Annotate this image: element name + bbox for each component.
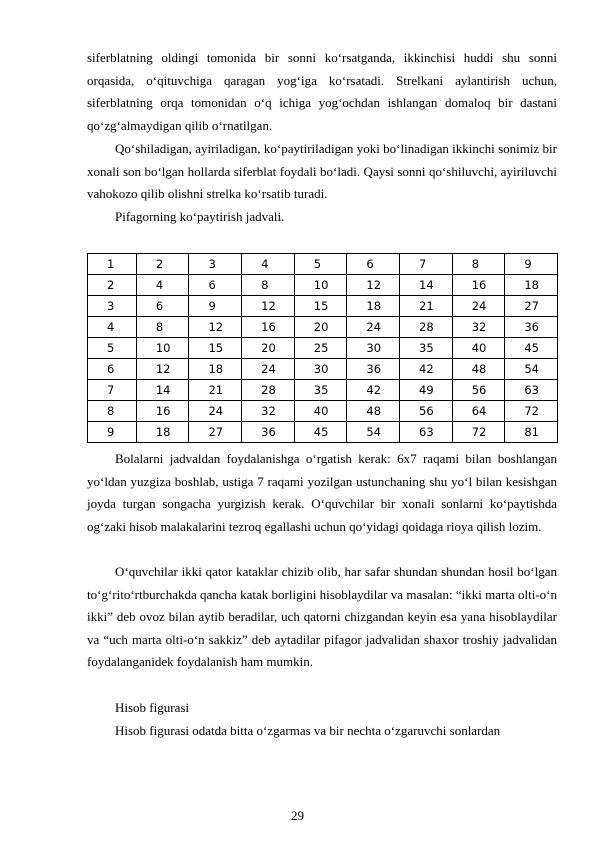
table-cell: 4	[242, 254, 295, 275]
table-cell: 21	[400, 296, 453, 317]
page-number: 29	[291, 808, 304, 823]
table-cell: 63	[400, 422, 453, 443]
table-cell: 24	[347, 317, 400, 338]
paragraph-siferblat-usage: Qo‘shiladigan, ayiriladigan, ko‘paytiriladigan yoki bo‘linadigan ikkinchi sonimiz bir xonali son bo‘lgan hollarda siferblat foydali bo‘ladi. Qaysi sonni qo‘shiluvchi, ayiriluvchi vahokozo qilib olishni strelka ko‘rsatib turadi.	[87, 141, 557, 202]
table-cell: 48	[452, 359, 505, 380]
table-cell: 24	[189, 401, 242, 422]
table-cell: 63	[505, 380, 558, 401]
table-cell: 30	[347, 338, 400, 359]
paragraph-siferblat: siferblatning oldingi tomonida bir sonni ko‘rsatganda, ikkinchisi huddi shu sonni orqasida, o‘qituvchiga qaragan yog‘iga ko‘rsatadi. Strelkani aylantirish uchun, siferblatning orqa tomonidan o‘q ichiga yog‘ochdan ishlangan domaloq bir dastani qo‘zg‘almaydigan qilib o‘rnatilgan.	[87, 50, 557, 133]
table-cell: 2	[88, 275, 137, 296]
table-cell: 9	[189, 296, 242, 317]
table-cell: 7	[400, 254, 453, 275]
table-cell: 36	[347, 359, 400, 380]
table-cell: 28	[242, 380, 295, 401]
table-cell: 3	[88, 296, 137, 317]
table-cell: 30	[294, 359, 347, 380]
table-cell: 12	[136, 359, 189, 380]
table-cell: 18	[136, 422, 189, 443]
table-cell: 8	[88, 401, 137, 422]
table-cell: 7	[88, 380, 137, 401]
table-cell: 16	[452, 275, 505, 296]
table-cell: 27	[189, 422, 242, 443]
paragraph-table-usage: Bolalarni jadvaldan foydalanishga o‘rgatish kerak: 6x7 raqami bilan boshlangan yo‘ldan yuzgiza boshlab, ustiga 7 raqami yozilgan ustunchaning shu yo‘l bilan kesishgan joyda turgan songacha yurgizish kerak. O‘quvchilar bir xonali sonlarni ko‘paytishda og‘zaki hisob malakalarini tezroq egallashi uchun qo‘yidagi qoidaga rioya qilish lozim.	[87, 451, 557, 534]
table-cell: 40	[294, 401, 347, 422]
table-cell: 8	[242, 275, 295, 296]
table-cell: 36	[505, 317, 558, 338]
table-row	[88, 338, 558, 359]
table-cell: 5	[88, 338, 137, 359]
table-cell: 72	[452, 422, 505, 443]
table-cell: 2	[136, 254, 189, 275]
table-cell: 24	[242, 359, 295, 380]
table-row	[88, 317, 558, 338]
table-row	[88, 296, 558, 317]
table-cell: 15	[189, 338, 242, 359]
table-cell: 28	[400, 317, 453, 338]
table-cell: 25	[294, 338, 347, 359]
table-cell: 3	[189, 254, 242, 275]
table-cell: 8	[452, 254, 505, 275]
table-cell: 81	[505, 422, 558, 443]
table-cell: 18	[347, 296, 400, 317]
table-row	[88, 422, 558, 443]
table-cell: 18	[189, 359, 242, 380]
table-cell: 64	[452, 401, 505, 422]
table-cell: 6	[189, 275, 242, 296]
table-cell: 20	[242, 338, 295, 359]
table-cell: 12	[189, 317, 242, 338]
table-cell: 15	[294, 296, 347, 317]
table-cell: 6	[88, 359, 137, 380]
table-row	[88, 380, 558, 401]
table-cell: 5	[294, 254, 347, 275]
table-row	[88, 359, 558, 380]
table-cell: 6	[136, 296, 189, 317]
table-cell: 54	[347, 422, 400, 443]
table-caption: Pifagorning ko‘paytirish jadvali.	[115, 209, 285, 224]
table-cell: 6	[347, 254, 400, 275]
table-cell: 1	[88, 254, 137, 275]
table-cell: 20	[294, 317, 347, 338]
table-cell: 27	[505, 296, 558, 317]
table-cell: 56	[452, 380, 505, 401]
table-cell: 35	[400, 338, 453, 359]
table-cell: 35	[294, 380, 347, 401]
section-heading: Hisob figurasi	[115, 700, 190, 715]
table-cell: 14	[400, 275, 453, 296]
table-cell: 9	[505, 254, 558, 275]
table-cell: 21	[189, 380, 242, 401]
table-cell: 72	[505, 401, 558, 422]
table-row	[88, 401, 558, 422]
table-cell: 10	[294, 275, 347, 296]
table-cell: 42	[400, 359, 453, 380]
pythagorean-multiplication-table	[87, 253, 558, 443]
paragraph-hisob-figurasi: Hisob figurasi odatda bitta o‘zgarmas va bir nechta o‘zgaruvchi sonlardan	[115, 723, 501, 738]
table-cell: 32	[242, 401, 295, 422]
table-cell: 36	[242, 422, 295, 443]
table-cell: 45	[505, 338, 558, 359]
table-cell: 24	[452, 296, 505, 317]
table-cell: 8	[136, 317, 189, 338]
table-cell: 14	[136, 380, 189, 401]
table-cell: 18	[505, 275, 558, 296]
table-cell: 54	[505, 359, 558, 380]
table-cell: 48	[347, 401, 400, 422]
table-row	[88, 254, 558, 275]
table-cell: 42	[347, 380, 400, 401]
table-cell: 12	[347, 275, 400, 296]
table-cell: 56	[400, 401, 453, 422]
table-row	[88, 275, 558, 296]
paragraph-cell-counting: O‘quvchilar ikki qator kataklar chizib olib, har safar shundan shundan hosil bo‘lgan to‘g‘rito‘rtburchakda qancha katak borligini hisoblaydilar va masalan: “ikki marta olti-o‘n ikki” deb ovoz bilan aytib beradilar, uch qatorni chizgandan keyin esa yana hisoblaydilar va “uch marta olti-o‘n sakkiz” deb aytadilar pifagor jadvalidan shaxor troshiy jadvalidan foydalanganidek foydalanish ham mumkin.	[87, 564, 557, 670]
table-cell: 16	[242, 317, 295, 338]
table-cell: 12	[242, 296, 295, 317]
table-cell: 4	[88, 317, 137, 338]
table-cell: 40	[452, 338, 505, 359]
table-cell: 32	[452, 317, 505, 338]
table-cell: 4	[136, 275, 189, 296]
table-cell: 9	[88, 422, 137, 443]
table-cell: 16	[136, 401, 189, 422]
table-cell: 49	[400, 380, 453, 401]
table-cell: 10	[136, 338, 189, 359]
table-cell: 45	[294, 422, 347, 443]
